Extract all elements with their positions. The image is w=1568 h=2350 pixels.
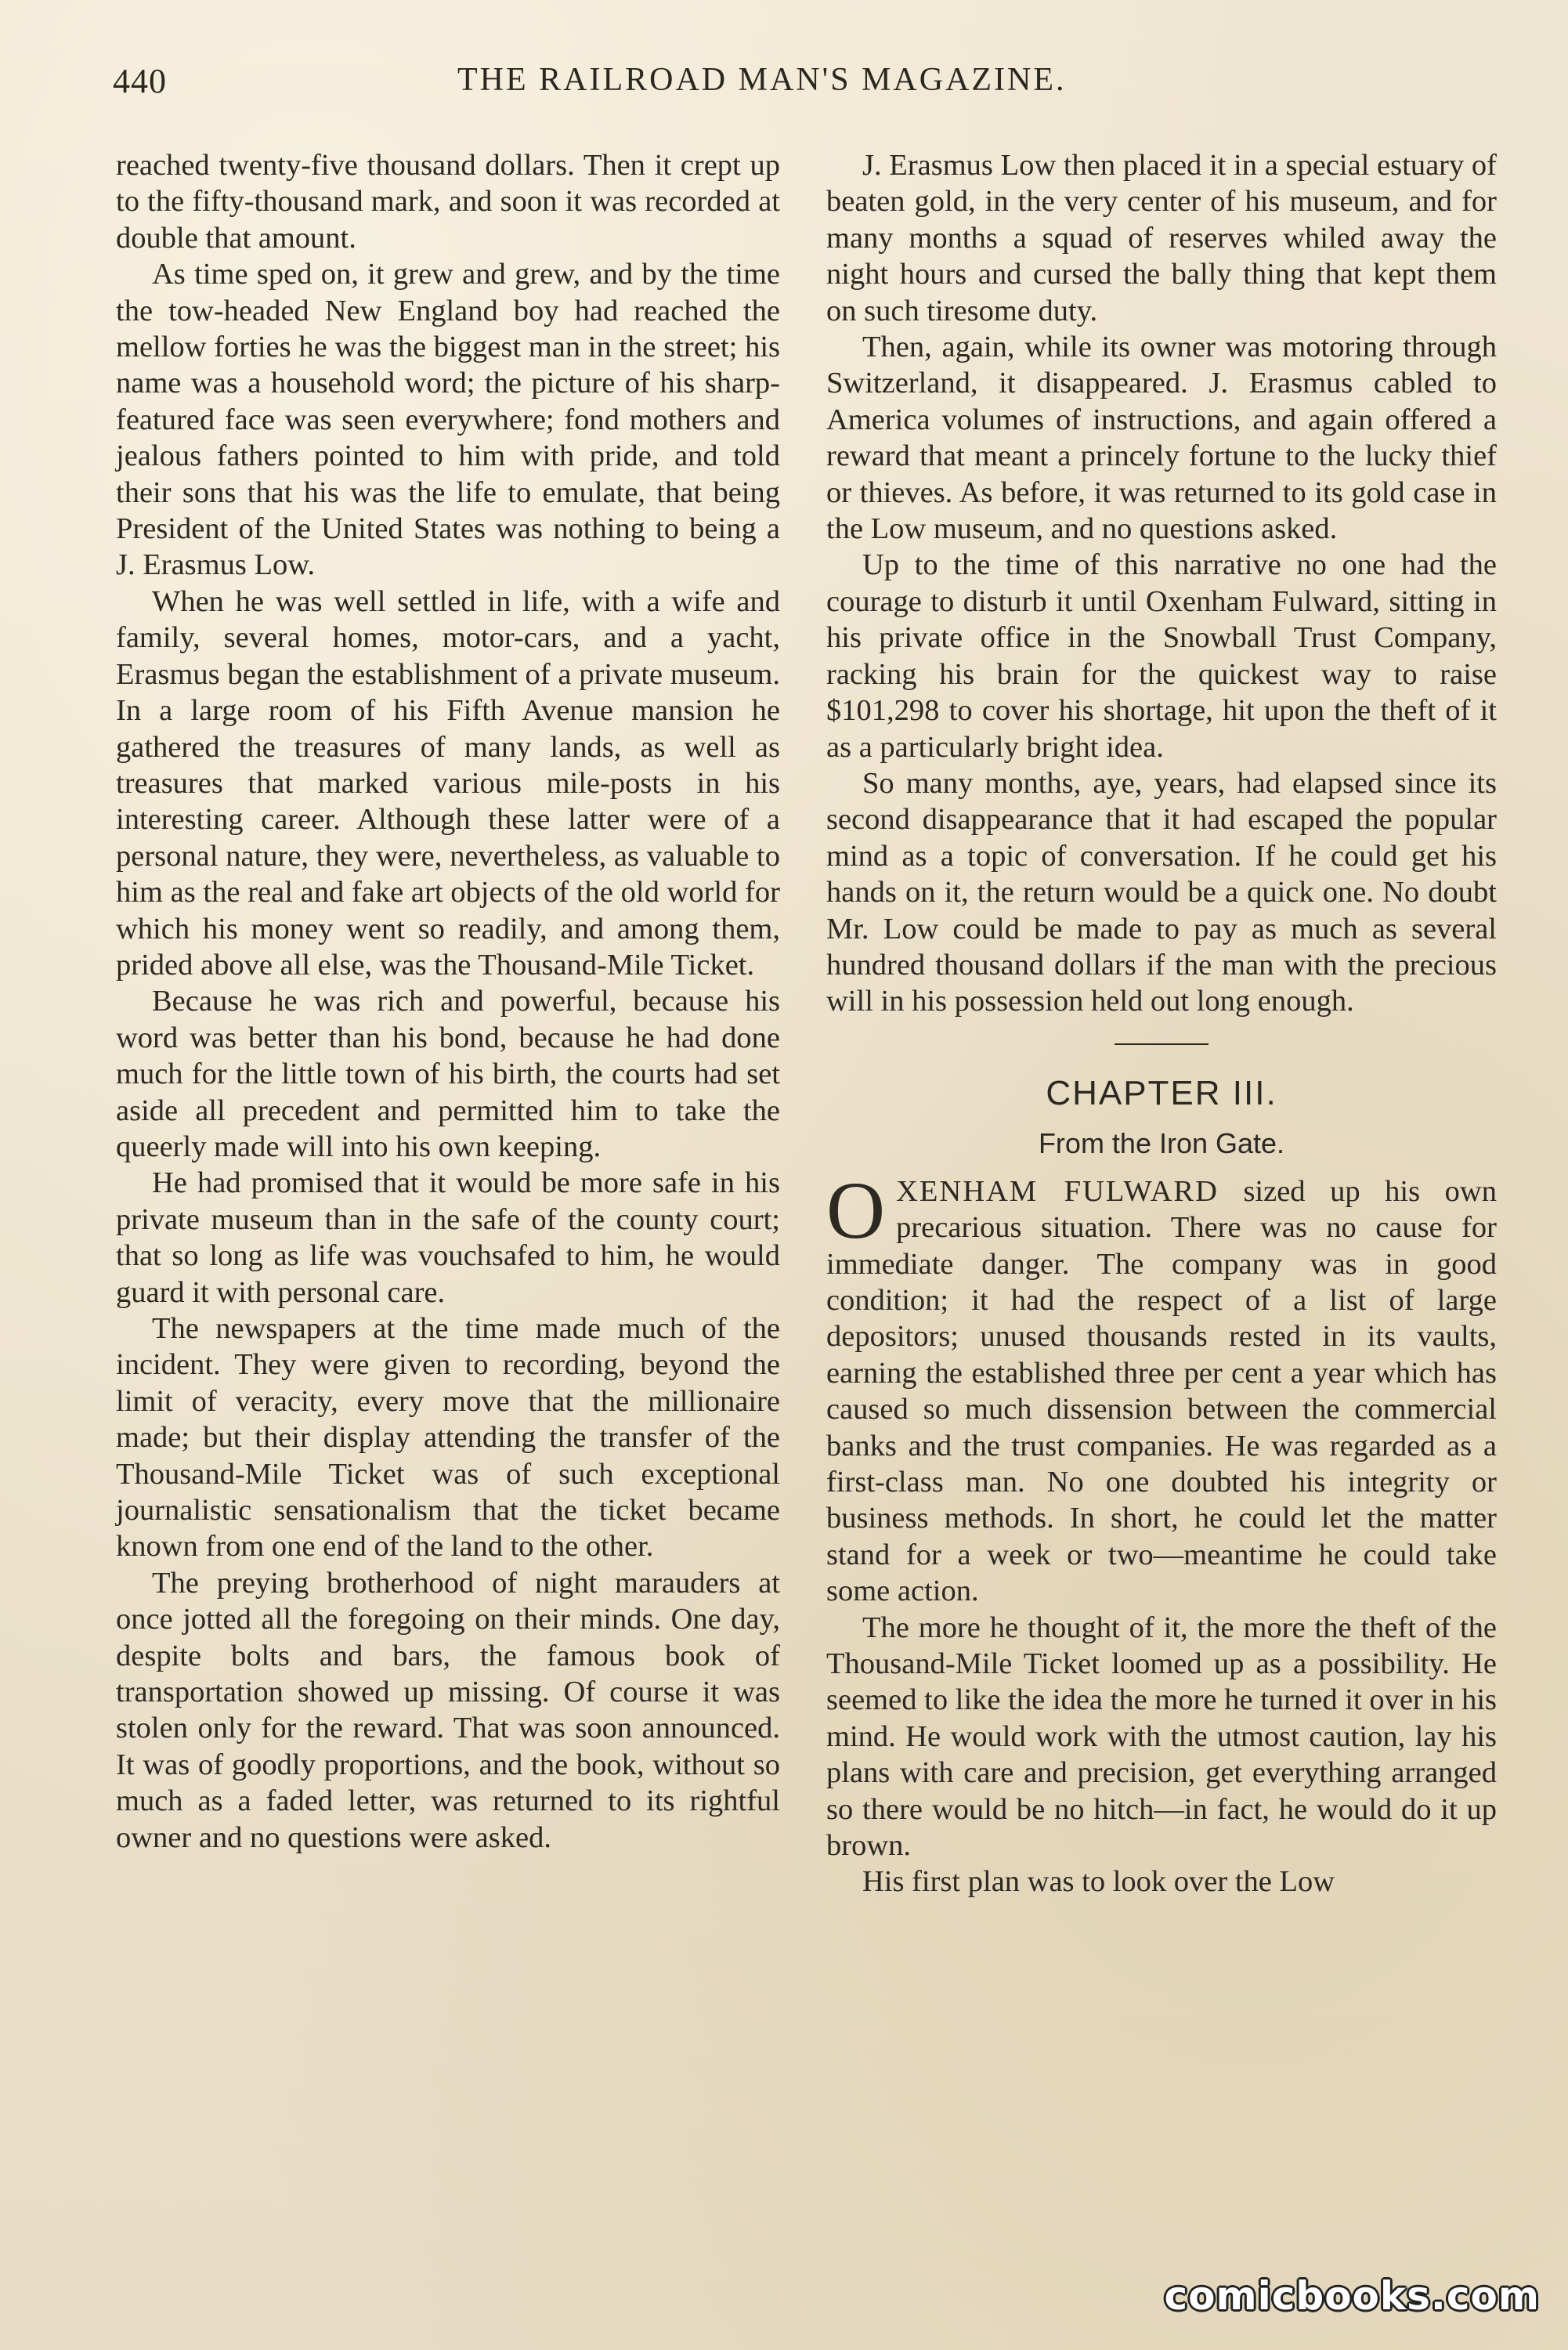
section-divider: [1115, 1043, 1209, 1045]
paragraph: J. Erasmus Low then placed it in a special estuary of beaten gold, in the very center of his museum, and for many months a squad of reserves whiled away the night hours and cursed the bally thing that kept them on such tiresome duty.: [826, 149, 1497, 327]
paragraph: The newspapers at the time made much of the incident. They were given to recording, beyond the limit of veracity, every move that the millionaire made; but their display attending the transfer of the Thousand-Mile Ticket was of such exceptional journalistic sensationalism that the ticket became known from one end of the land to the other.: [116, 1312, 780, 1564]
paragraph: Because he was rich and powerful, because his word was better than his bond, because he had done much for the little town of his birth, the courts had set aside all precedent and permitted him to take the queerly made will into his own keeping.: [116, 985, 780, 1163]
paragraph: When he was well settled in life, with a wife and family, several homes, motor-cars, and a yacht, Erasmus began the establishment of a private museum. In a large room of his Fifth Avenue mansion he gathered the treasures of many lands, as well as treasures that marked various mile-posts in his interesting career. Although these latter were of a personal nature, they were, nevertheless, as valuable to him as the real and fake art objects of the old world for which his money went so readily, and among them, prided above all else, was the Thousand-Mile Ticket.: [116, 584, 780, 982]
paragraph: Up to the time of this narrative no one had the courage to disturb it until Oxenham Fulward, sitting in his private office in the Snowball Trust Company, racking his brain for the quickest way to raise $101,298 to cover his shortage, hit upon the theft of it as a particularly bright idea.: [826, 548, 1497, 764]
paragraph: He had promised that it would be more safe in his private museum than in the safe of the county court; that so long as life was vouchsafed to him, he would guard it with personal care.: [116, 1166, 780, 1309]
left-column: [116, 147, 780, 1856]
paragraph: The more he thought of it, the more the theft of the Thousand-Mile Ticket loomed up as a possibility. He seemed to like the idea the more he turned it over in his mind. He would work with the utmost caution, lay his plans with care and precision, get everything arranged so there would be no hitch—in fact, he would do it up brown.: [826, 1611, 1497, 1863]
opening-text: sized up his own precarious situation. There was no cause for immediate danger. The company was in good condition; it had the respect of a list of large depositors; unused thousands rested in its vaults, earning the established three per cent a year which has caused so much dissension between the commercial banks and the trust companies. He was regarded as a first-class man. No one doubted his integrity or business methods. In short, he could let the matter stand for a week or two—meantime he could take some action.: [826, 1174, 1497, 1608]
running-head: THE RAILROAD MAN'S MAGAZINE.: [457, 62, 1067, 98]
paragraph: So many months, aye, years, had elapsed since its second disappearance that it had escaped the popular mind as a topic of conversation. If he could get his hands on it, the return would be a quick one. No doubt Mr. Low could be made to pay as much as several hundred thousand dollars if the man with the precious will in his possession held out long enough.: [826, 766, 1497, 1018]
opening-smallcaps: XENHAM FULWARD: [896, 1174, 1219, 1208]
paragraph: Then, again, while its owner was motoring through Switzerland, it disappeared. J. Erasmus cabled to America volumes of instructions, and again offered a reward that meant a princely fortune to the lucky thief or thieves. As before, it was returned to its gold case in the Low museum, and no questions asked.: [826, 331, 1497, 546]
paragraph: reached twenty-five thousand dollars. Then it crept up to the fifty-thousand mark, and soon it was recorded at double that amount.: [116, 149, 780, 255]
drop-cap: O: [826, 1165, 886, 1256]
right-column: [826, 147, 1497, 1900]
paragraph: As time sped on, it grew and grew, and by the time the tow-headed New England boy had reached the mellow forties he was the biggest man in the street; his name was a household word; the picture of his sharp-featured face was seen everywhere; fond mothers and jealous fathers pointed to him with pride, and told their sons that his was the life to emulate, that being President of the United States was nothing to being a J. Erasmus Low.: [116, 258, 780, 582]
paragraph: The preying brotherhood of night marauders at once jotted all the foregoing on their minds. One day, despite bolts and bars, the famous book of transportation showed up missing. Of course it was stolen only for the reward. That was soon announced. It was of goodly proportions, and the book, without so much as a faded letter, was returned to its rightful owner and no questions were asked.: [116, 1566, 780, 1854]
paragraph: His first plan was to look over the Low: [862, 1865, 1335, 1899]
site-watermark: comicbooks.com: [1164, 2273, 1540, 2319]
chapter-subtitle: From the Iron Gate.: [1038, 1126, 1285, 1159]
chapter-opening-paragraph: [826, 1165, 1497, 1610]
page-header: [113, 61, 1507, 116]
page-number: 440: [113, 62, 167, 100]
chapter-title: CHAPTER III.: [1046, 1073, 1277, 1112]
